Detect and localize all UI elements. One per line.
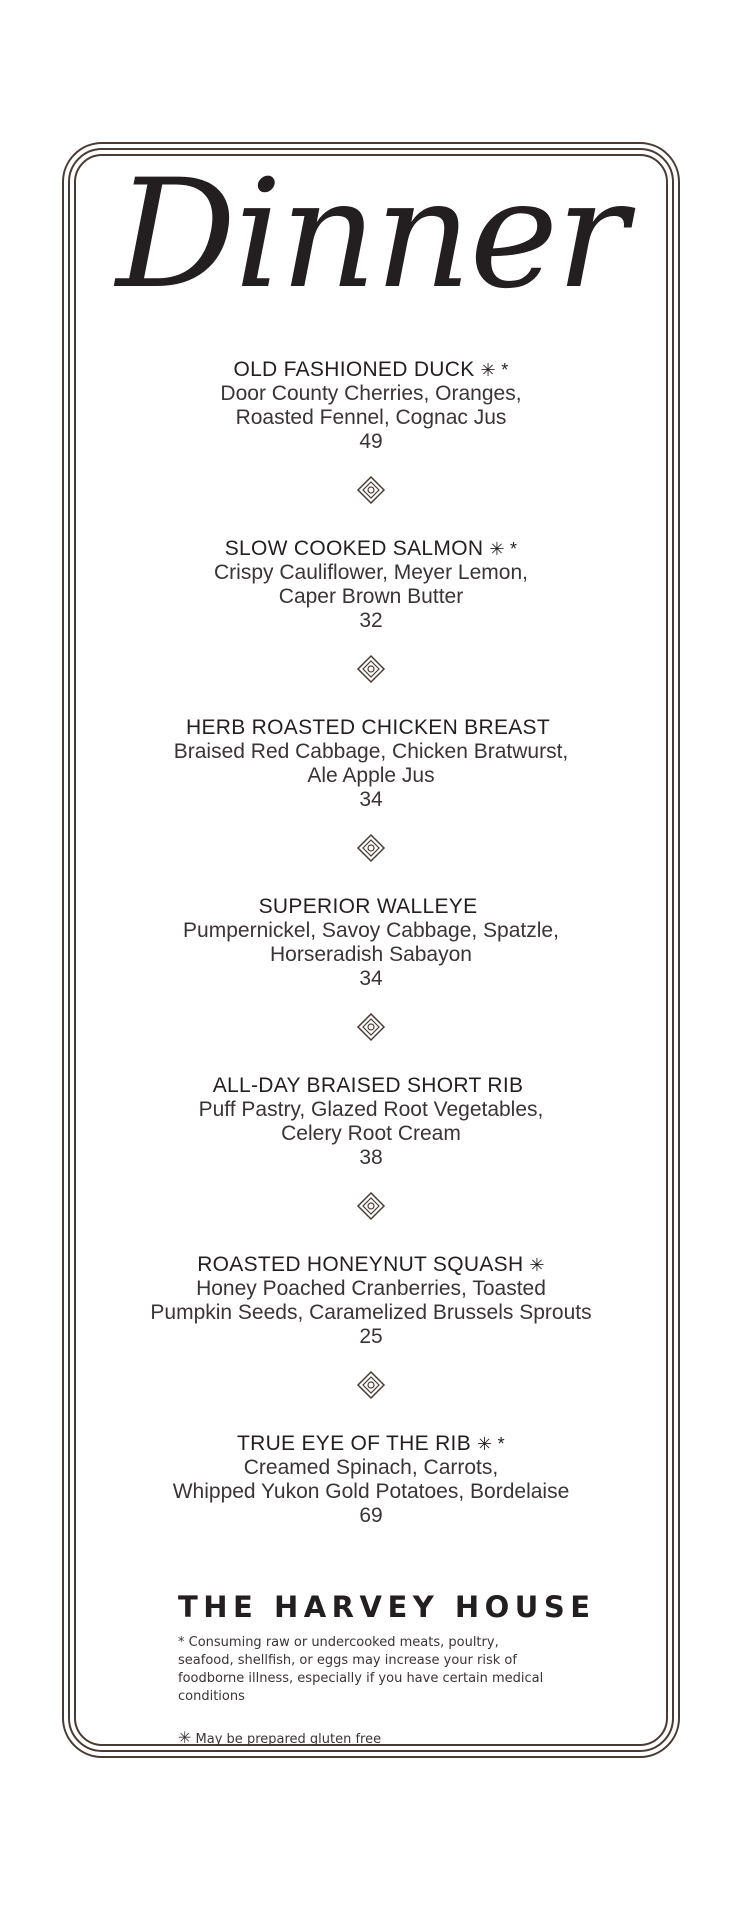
diamond-divider-icon xyxy=(0,654,742,688)
menu-title: Dinner xyxy=(116,148,626,322)
gluten-free-icon: ✳ xyxy=(178,1728,192,1747)
foodborne-illness-disclaimer: * Consuming raw or undercooked meats, poultry, seafood, shellfish, or eggs may increase your risk of foodborne illness, especially if you have certain medical conditions xyxy=(178,1635,544,1704)
dish-item xyxy=(80,1074,662,1170)
dish-description-line2: Horseradish Sabayon xyxy=(270,943,472,966)
dish-price: 38 xyxy=(359,1146,383,1169)
dish-price: 69 xyxy=(359,1504,383,1527)
diamond-divider-icon xyxy=(0,1370,742,1404)
dish-description-line1: Creamed Spinach, Carrots, xyxy=(243,1456,499,1479)
dish-description-line2: Ale Apple Jus xyxy=(307,764,435,787)
dish-item xyxy=(80,1253,662,1349)
dish-marks: ✳ * xyxy=(489,539,518,559)
dish-item xyxy=(80,537,662,633)
dish-name: SLOW COOKED SALMON xyxy=(224,537,484,560)
restaurant-name: THE HARVEY HOUSE xyxy=(178,1590,596,1624)
diamond-divider-icon xyxy=(0,1012,742,1046)
dish-marks: ✳ * xyxy=(480,360,509,380)
dish-description-line1: Puff Pastry, Glazed Root Vegetables, xyxy=(198,1098,544,1121)
dish-name: OLD FASHIONED DUCK xyxy=(233,358,475,381)
dish-description-line1: Door County Cherries, Oranges, xyxy=(220,382,522,405)
dish-name: ALL-DAY BRAISED SHORT RIB xyxy=(212,1074,524,1097)
dish-description-line2: Caper Brown Butter xyxy=(278,585,464,608)
diamond-divider-icon xyxy=(0,833,742,867)
dish-description-line2: Celery Root Cream xyxy=(281,1122,461,1145)
dish-description-line1: Honey Poached Cranberries, Toasted xyxy=(196,1277,546,1300)
diamond-divider-icon xyxy=(0,475,742,509)
dish-price: 34 xyxy=(359,967,383,990)
dish-item xyxy=(80,716,662,812)
dish-description-line2: Whipped Yukon Gold Potatoes, Bordelaise xyxy=(172,1480,570,1503)
dish-description-line1: Braised Red Cabbage, Chicken Bratwurst, xyxy=(173,740,569,763)
dish-description-line1: Pumpernickel, Savoy Cabbage, Spatzle, xyxy=(183,919,559,942)
dish-price: 34 xyxy=(359,788,383,811)
dish-name: HERB ROASTED CHICKEN BREAST xyxy=(186,716,550,739)
dish-name: TRUE EYE OF THE RIB xyxy=(236,1432,471,1455)
dish-item xyxy=(80,1432,662,1528)
dish-price: 32 xyxy=(359,609,383,632)
dish-description-line2: Roasted Fennel, Cognac Jus xyxy=(235,406,507,429)
dish-price: 25 xyxy=(359,1325,383,1348)
dish-description-line2: Pumpkin Seeds, Caramelized Brussels Sprouts xyxy=(150,1301,592,1324)
dish-item xyxy=(80,358,662,454)
dish-marks: ✳ * xyxy=(477,1434,505,1454)
gluten-free-note: May be prepared gluten free xyxy=(195,1732,382,1747)
dish-description-line1: Crispy Cauliflower, Meyer Lemon, xyxy=(214,561,528,584)
dish-marks: ✳ xyxy=(529,1255,545,1275)
dish-price: 49 xyxy=(359,430,383,453)
dish-name: SUPERIOR WALLEYE xyxy=(258,895,478,918)
dish-item xyxy=(80,895,662,991)
dish-name: ROASTED HONEYNUT SQUASH xyxy=(197,1253,524,1276)
gluten-free-legend xyxy=(178,1728,381,1747)
diamond-divider-icon xyxy=(0,1191,742,1225)
